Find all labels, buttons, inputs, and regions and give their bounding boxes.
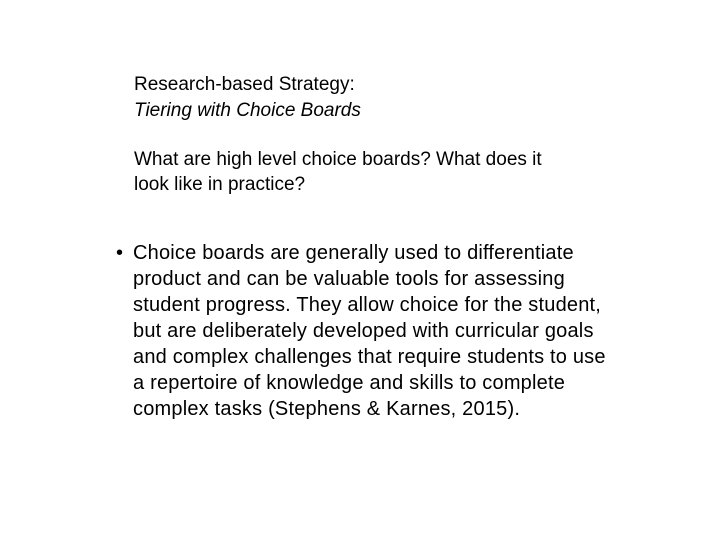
question-text: What are high level choice boards? What does it look like in practice?: [134, 149, 542, 195]
bullet-list: [112, 240, 612, 422]
title-subheading: Tiering with Choice Boards: [134, 100, 361, 121]
bullet-item: [112, 240, 612, 422]
title-heading: Research-based Strategy:: [134, 74, 355, 95]
bullet-text: Choice boards are generally used to differentiate product and can be valuable tools for assessing student progress. They allow choice for the student, but are deliberately developed with curricular goals and complex challenges that require students to use a repertoire of knowledge and skills to complete complex tasks (Stephens & Karnes, 2015).: [133, 242, 606, 420]
bullet-icon: •: [116, 242, 124, 264]
slide-title: [134, 72, 554, 124]
